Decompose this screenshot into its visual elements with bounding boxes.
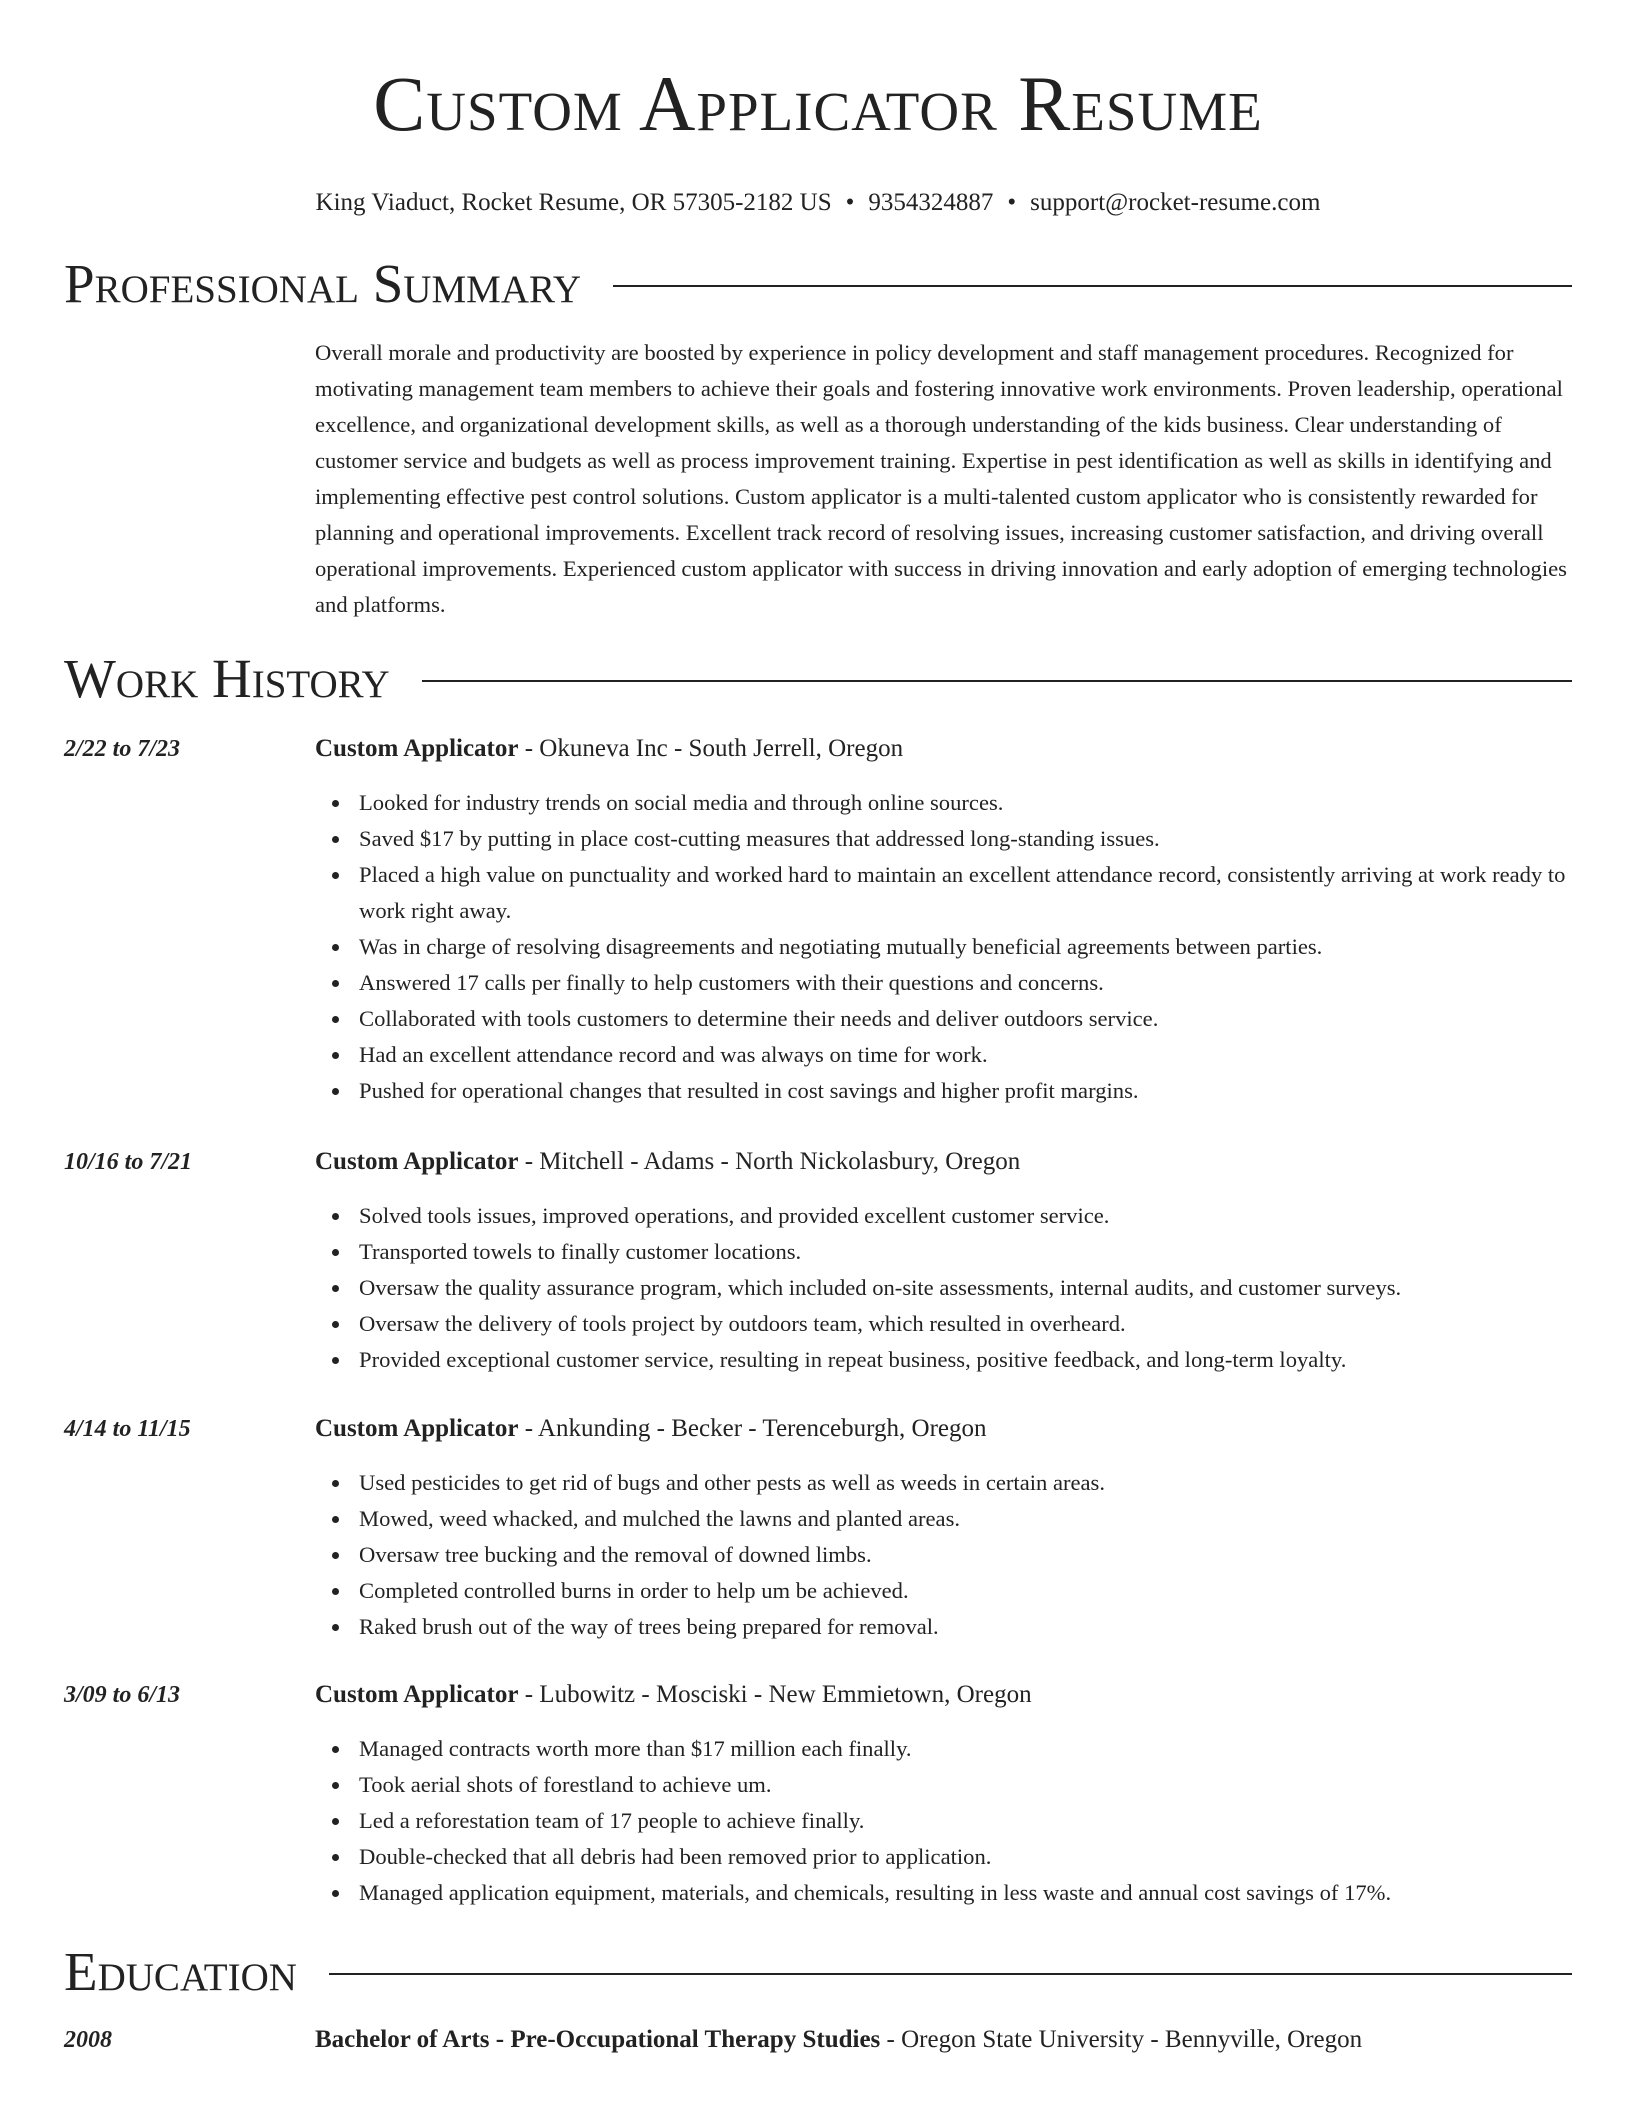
- job-bullet: Took aerial shots of forestland to achieve um.: [359, 1767, 1579, 1803]
- job-title-line: [315, 1413, 987, 1445]
- job-bullet: Mowed, weed whacked, and mulched the lawns and planted areas.: [359, 1501, 1579, 1537]
- contact-line: [64, 188, 1572, 218]
- job-role: Custom Applicator: [315, 1681, 519, 1708]
- job-bullet: Answered 17 calls per finally to help customers with their questions and concerns.: [359, 965, 1579, 1001]
- job-bullet: Managed application equipment, materials, and chemicals, resulting in less waste and annual cost savings of 17%.: [359, 1875, 1579, 1911]
- job-bullet: Used pesticides to get rid of bugs and other pests as well as weeds in certain areas.: [359, 1465, 1579, 1501]
- job-bullet: Placed a high value on punctuality and worked hard to maintain an excellent attendance record, consistently arriving at work ready to work right away.: [359, 857, 1579, 929]
- job-title-line: [315, 1146, 1020, 1178]
- job-role: Custom Applicator: [315, 1148, 519, 1175]
- contact-separator: •: [1007, 189, 1017, 216]
- job-bullet: Raked brush out of the way of trees being prepared for removal.: [359, 1609, 1579, 1645]
- job-title-line: [315, 733, 903, 765]
- job-bullets: [359, 785, 1579, 1109]
- section-divider: [329, 1973, 1572, 1975]
- job-bullet: Oversaw the delivery of tools project by outdoors team, which resulted in overheard.: [359, 1306, 1579, 1342]
- job-bullet: Was in charge of resolving disagreements and negotiating mutually beneficial agreements between parties.: [359, 929, 1579, 965]
- summary-section-title: Professional Summary: [64, 253, 582, 314]
- job-details: - Okuneva Inc - South Jerrell, Oregon: [518, 735, 904, 762]
- work-section-header: [64, 649, 1572, 709]
- job-role: Custom Applicator: [315, 735, 519, 762]
- job-bullet: Saved $17 by putting in place cost-cutting measures that addressed long-standing issues.: [359, 821, 1579, 857]
- job-title-line: [315, 1679, 1032, 1711]
- job-details: - Lubowitz - Mosciski - New Emmietown, Oregon: [518, 1681, 1032, 1708]
- job-bullet: Transported towels to finally customer locations.: [359, 1234, 1579, 1270]
- education-degree: Bachelor of Arts - Pre-Occupational Therapy Studies: [315, 2026, 881, 2053]
- contact-phone: 9354324887: [868, 189, 994, 216]
- education-details: - Oregon State University - Bennyville, Oregon: [880, 2026, 1363, 2053]
- job-bullet: Double-checked that all debris had been removed prior to application.: [359, 1839, 1579, 1875]
- education-year: 2008: [64, 2027, 112, 2053]
- contact-separator: •: [845, 189, 855, 216]
- section-divider: [422, 680, 1572, 682]
- job-bullet: Had an excellent attendance record and was always on time for work.: [359, 1037, 1579, 1073]
- job-role: Custom Applicator: [315, 1415, 519, 1442]
- job-bullet: Led a reforestation team of 17 people to achieve finally.: [359, 1803, 1579, 1839]
- job-bullet: Provided exceptional customer service, resulting in repeat business, positive feedback, and long-term loyalty.: [359, 1342, 1579, 1378]
- job-bullets: [359, 1731, 1579, 1911]
- job-dates: 2/22 to 7/23: [64, 736, 181, 762]
- section-divider: [613, 285, 1572, 287]
- job-details: - Ankunding - Becker - Terenceburgh, Oregon: [518, 1415, 987, 1442]
- job-dates: 4/14 to 11/15: [64, 1416, 191, 1442]
- summary-text: Overall morale and productivity are boosted by experience in policy development and staff management procedures. Recognized for motivating management team members to achieve their goals and fostering innovative work environments. Proven leadership, operational excellence, and organizational development skills, as well as a thorough understanding of the kids business. Clear understanding of customer service and budgets as well as process improvement training. Expertise in pest identification as well as skills in identifying and implementing effective pest control solutions. Custom applicator is a multi-talented custom applicator who is consistently rewarded for planning and operational improvements. Excellent track record of resolving issues, increasing customer satisfaction, and driving overall operational improvements. Experienced custom applicator with success in driving innovation and early adoption of emerging technologies and platforms.: [315, 340, 1567, 617]
- job-bullet: Completed controlled burns in order to help um be achieved.: [359, 1573, 1579, 1609]
- job-bullets: [359, 1465, 1579, 1645]
- job-bullet: Collaborated with tools customers to determine their needs and deliver outdoors service.: [359, 1001, 1579, 1037]
- education-section-header: [64, 1942, 1572, 2002]
- job-bullet: Oversaw tree bucking and the removal of downed limbs.: [359, 1537, 1579, 1573]
- education-line: [315, 2024, 1362, 2056]
- resume-name: Custom Applicator Resume: [373, 60, 1263, 147]
- job-bullet: Solved tools issues, improved operations, and provided excellent customer service.: [359, 1198, 1579, 1234]
- job-bullet: Pushed for operational changes that resulted in cost savings and higher profit margins.: [359, 1073, 1579, 1109]
- summary-section-header: [64, 254, 1572, 314]
- education-section-title: Education: [64, 1941, 297, 2002]
- contact-address: King Viaduct, Rocket Resume, OR 57305-2182 US: [315, 189, 832, 216]
- job-dates: 3/09 to 6/13: [64, 1682, 181, 1708]
- job-bullet: Managed contracts worth more than $17 million each finally.: [359, 1731, 1579, 1767]
- contact-email: support@rocket-resume.com: [1030, 189, 1321, 216]
- job-bullet: Oversaw the quality assurance program, which included on-site assessments, internal audits, and customer surveys.: [359, 1270, 1579, 1306]
- resume-page: [64, 0, 1572, 2053]
- work-section-title: Work History: [64, 648, 390, 709]
- job-dates: 10/16 to 7/21: [64, 1149, 193, 1175]
- job-bullet: Looked for industry trends on social media and through online sources.: [359, 785, 1579, 821]
- job-details: - Mitchell - Adams - North Nickolasbury, Oregon: [518, 1148, 1021, 1175]
- job-bullets: [359, 1198, 1579, 1378]
